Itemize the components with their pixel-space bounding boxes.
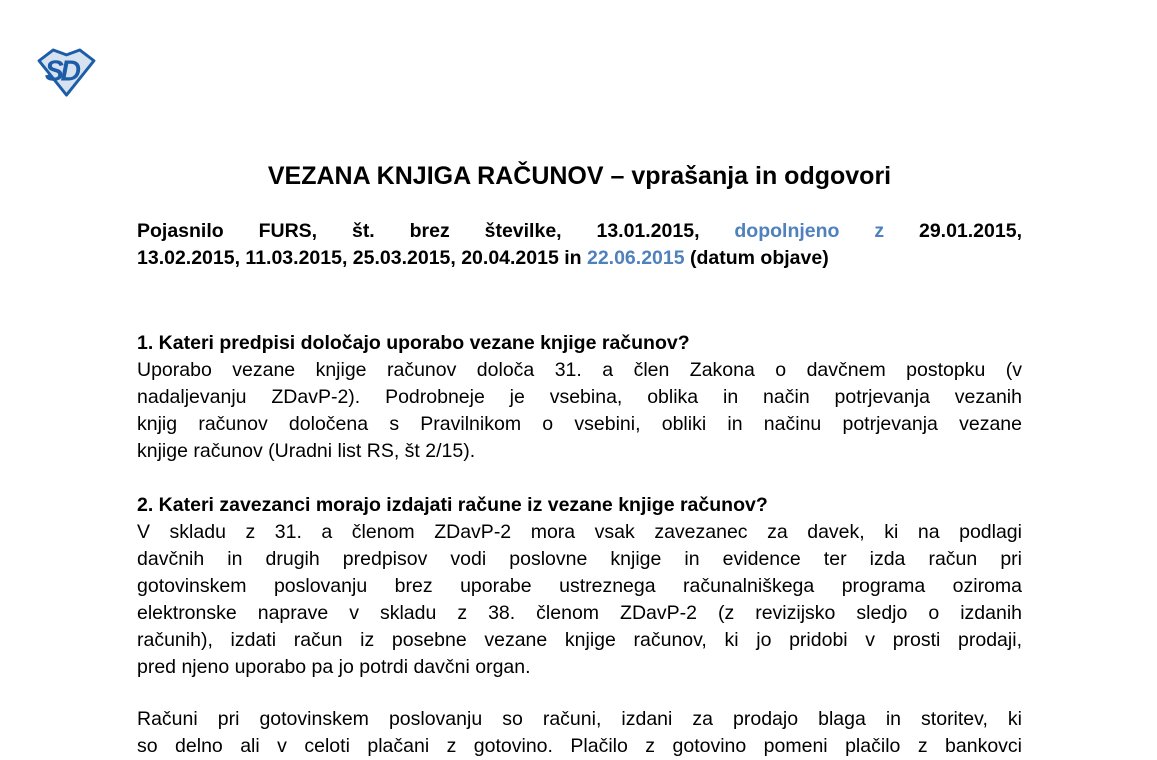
question-1-heading: 1. Kateri predpisi določajo uporabo vezane knjige računov? [137, 332, 690, 354]
question-2-body [137, 519, 1022, 681]
cash-transactions-body [137, 706, 1022, 760]
text-run: (datum objave) [684, 247, 829, 269]
document-title: VEZANA KNJIGA RAČUNOV – vprašanja in odgovori [267, 162, 892, 190]
text-line: elektronske naprave v skladu z 38. členom ZDavP-2 (z revizijsko sledjo o izdanih [137, 602, 1022, 624]
document-subtitle [137, 218, 1022, 272]
text-line: knjige računov (Uradni list RS, št 2/15). [137, 440, 476, 462]
sd-shield-icon [37, 48, 96, 97]
text-run: Pojasnilo FURS, št. brez številke, 13.01.2015, [137, 220, 735, 242]
text-line: Uporabo vezane knjige računov določa 31. a člen Zakona o davčnem postopku (v [137, 359, 1022, 381]
company-logo-icon [37, 48, 96, 97]
question-2-heading: 2. Kateri zavezanci morajo izdajati račune iz vezane knjige računov? [137, 494, 768, 516]
subtitle-line-2 [137, 245, 1022, 272]
question-1-section [137, 330, 1022, 465]
link-date-22-06-2015[interactable]: 22.06.2015 [586, 247, 685, 269]
text-line: knjig računov določena s Pravilnikom o vsebini, obliki in načinu potrjevanja vezane [137, 413, 1022, 435]
link-dopolnjeno-z[interactable]: dopolnjeno z [734, 220, 885, 242]
text-line: so delno ali v celoti plačani z gotovino. Plačilo z gotovino pomeni plačilo z bankovci [137, 735, 1022, 757]
question-1-body [137, 357, 1022, 465]
text-line: pred njeno uporabo pa jo potrdi davčni organ. [137, 656, 531, 678]
text-line: nadaljevanju ZDavP-2). Podrobneje je vsebina, oblika in način potrjevanja vezanih [137, 386, 1022, 408]
text-line: računih), izdati račun iz posebne vezane knjige računov, ki jo pridobi v prosti prodaji, [137, 629, 1022, 651]
text-run: 13.02.2015, 11.03.2015, 25.03.2015, 20.04.2015 in [137, 247, 587, 269]
text-line: Računi pri gotovinskem poslovanju so računi, izdani za prodajo blaga in storitev, ki [137, 708, 1022, 730]
question-2-section [137, 492, 1022, 681]
text-line: gotovinskem poslovanju brez uporabe ustreznega računalniškega programa oziroma [137, 575, 1022, 597]
text-run: 29.01.2015, [884, 220, 1022, 242]
svg-text:SD: SD [44, 55, 78, 88]
text-line: V skladu z 31. a členom ZDavP-2 mora vsak zavezanec za davek, ki na podlagi [137, 521, 1022, 543]
text-line: davčnih in drugih predpisov vodi poslovne knjige in evidence ter izda račun pri [137, 548, 1022, 570]
cash-transactions-paragraph [137, 706, 1022, 760]
subtitle-line-1 [137, 218, 1022, 245]
